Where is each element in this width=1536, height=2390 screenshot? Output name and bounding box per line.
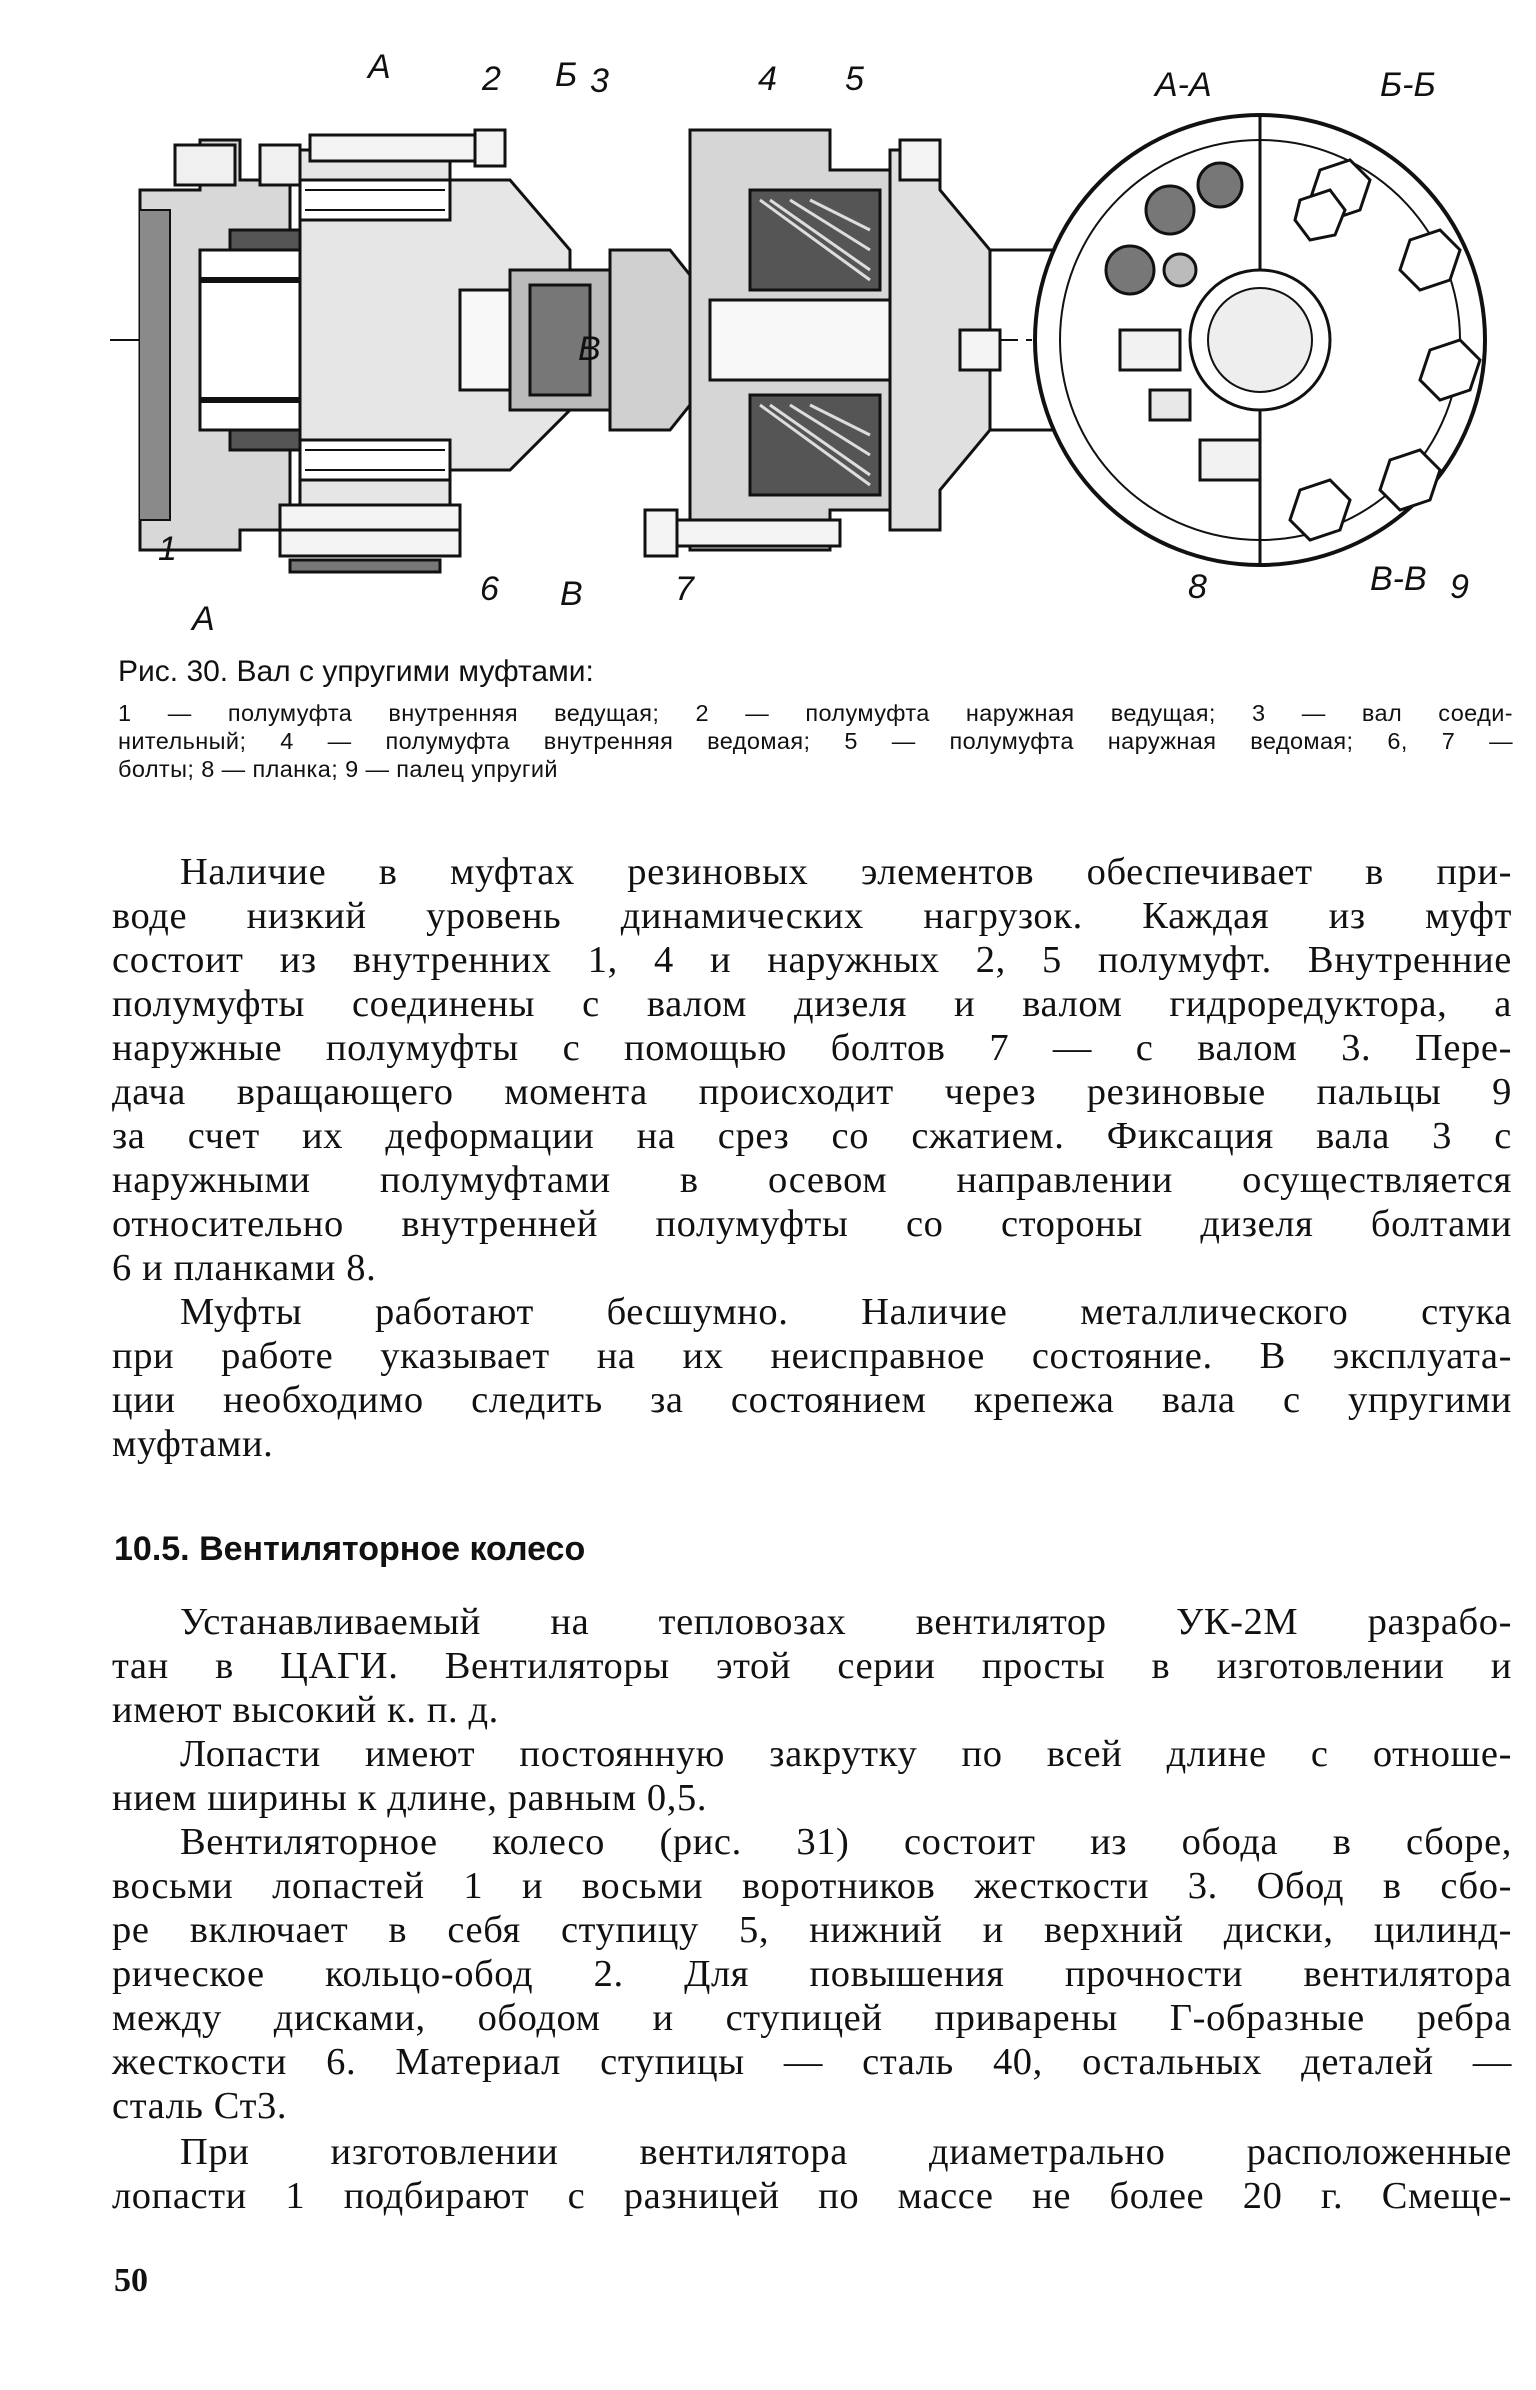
label-2: 2 [482, 60, 501, 98]
paragraph-fan-wheel [112, 1820, 1512, 2128]
paragraph-fan-intro [112, 1600, 1512, 1732]
label-7: 7 [675, 570, 694, 608]
label-5: 5 [845, 60, 864, 98]
label-section-vv: В-В [1370, 560, 1427, 598]
label-8: 8 [1188, 568, 1207, 606]
text-line: относительно внутренней полумуфты со стороны дизеля болтами [112, 1203, 1512, 1245]
text-line: восьми лопастей 1 и восьми воротников жесткости 3. Обод в сбо- [112, 1865, 1512, 1907]
text-line: рическое кольцо-обод 2. Для повышения прочности вентилятора [112, 1953, 1512, 1995]
text-line: 6 и планками 8. [112, 1247, 377, 1289]
label-6: 6 [480, 570, 499, 608]
text-line: между дисками, ободом и ступицей приварены Г-образные ребра [112, 1997, 1512, 2039]
label-3: 3 [590, 62, 609, 100]
text-line: нием ширины к длине, равным 0,5. [112, 1777, 708, 1819]
label-v-bottom: В [560, 575, 583, 613]
text-line: Устанавливаемый на тепловозах вентилятор УК-2М разрабо- [180, 1601, 1512, 1643]
text-line: имеют высокий к. п. д. [112, 1689, 499, 1731]
caption-legend [118, 699, 1513, 783]
paragraph-couplings [112, 850, 1512, 1290]
coupling-drawing-svg [110, 50, 1510, 640]
text-line: наружными полумуфтами в осевом направлении осуществляется [112, 1159, 1512, 1201]
text-line: тан в ЦАГИ. Вентиляторы этой серии просты в изготовлении и [112, 1645, 1512, 1687]
label-1: 1 [158, 530, 177, 568]
label-section-bb: Б-Б [1380, 66, 1436, 104]
caption-line: болты; 8 — планка; 9 — палец упругий [118, 756, 558, 782]
caption-line: нительный; 4 — полумуфта внутренняя ведомая; 5 — полумуфта наружная ведомая; 6, 7 — [118, 728, 1513, 754]
caption-line: 1 — полумуфта внутренняя ведущая; 2 — полумуфта наружная ведущая; 3 — вал соеди- [118, 700, 1513, 726]
paragraph-manufacturing [112, 2130, 1512, 2218]
label-a-bottom: А [192, 600, 215, 638]
text-line: воде низкий уровень динамических нагрузок. Каждая из муфт [112, 895, 1512, 937]
text-line: состоит из внутренних 1, 4 и наружных 2, 5 полумуфт. Внутренние [112, 939, 1512, 981]
label-b-top: Б [555, 56, 578, 94]
text-line: наружные полумуфты с помощью болтов 7 — с валом 3. Пере- [112, 1027, 1512, 1069]
coupling-drawing [110, 50, 1510, 640]
text-line: лопасти 1 подбирают с разницей по массе не более 20 г. Смеще- [112, 2175, 1512, 2217]
paragraph-blades [112, 1732, 1512, 1820]
section-heading: 10.5. Вентиляторное колесо [114, 1530, 586, 1568]
text-line: Наличие в муфтах резиновых элементов обеспечивает в при- [180, 851, 1512, 893]
text-line: дача вращающего момента происходит через резиновые пальцы 9 [112, 1071, 1512, 1113]
text-line: ре включает в себя ступицу 5, нижний и верхний диски, цилинд- [112, 1909, 1512, 1951]
paragraph-noise [112, 1290, 1512, 1466]
label-section-aa: А-А [1155, 66, 1212, 104]
text-line: муфтами. [112, 1423, 274, 1465]
text-line: полумуфты соединены с валом дизеля и валом гидроредуктора, а [112, 983, 1512, 1025]
text-line: Лопасти имеют постоянную закрутку по всей длине с отноше- [180, 1733, 1512, 1775]
text-line: ции необходимо следить за состоянием крепежа вала с упругими [112, 1379, 1512, 1421]
text-line: Муфты работают бесшумно. Наличие металлического стука [180, 1291, 1512, 1333]
label-9: 9 [1450, 568, 1469, 606]
text-line: жесткости 6. Материал ступицы — сталь 40, остальных деталей — [112, 2041, 1512, 2083]
page-number: 50 [114, 2262, 148, 2299]
text-line: за счет их деформации на срез со сжатием. Фиксация вала 3 с [112, 1115, 1512, 1157]
text-line: сталь Ст3. [112, 2085, 288, 2127]
text-line: При изготовлении вентилятора диаметрально расположенные [180, 2131, 1512, 2173]
label-4: 4 [758, 60, 777, 98]
label-a-top: А [368, 50, 391, 86]
label-v-mid: В [578, 330, 601, 368]
figure-caption [118, 655, 1513, 783]
caption-title: Рис. 30. Вал с упругими муфтами: [118, 655, 594, 688]
text-line: при работе указывает на их неисправное состояние. В эксплуата- [112, 1335, 1512, 1377]
text-line: Вентиляторное колесо (рис. 31) состоит из обода в сборе, [180, 1821, 1512, 1863]
